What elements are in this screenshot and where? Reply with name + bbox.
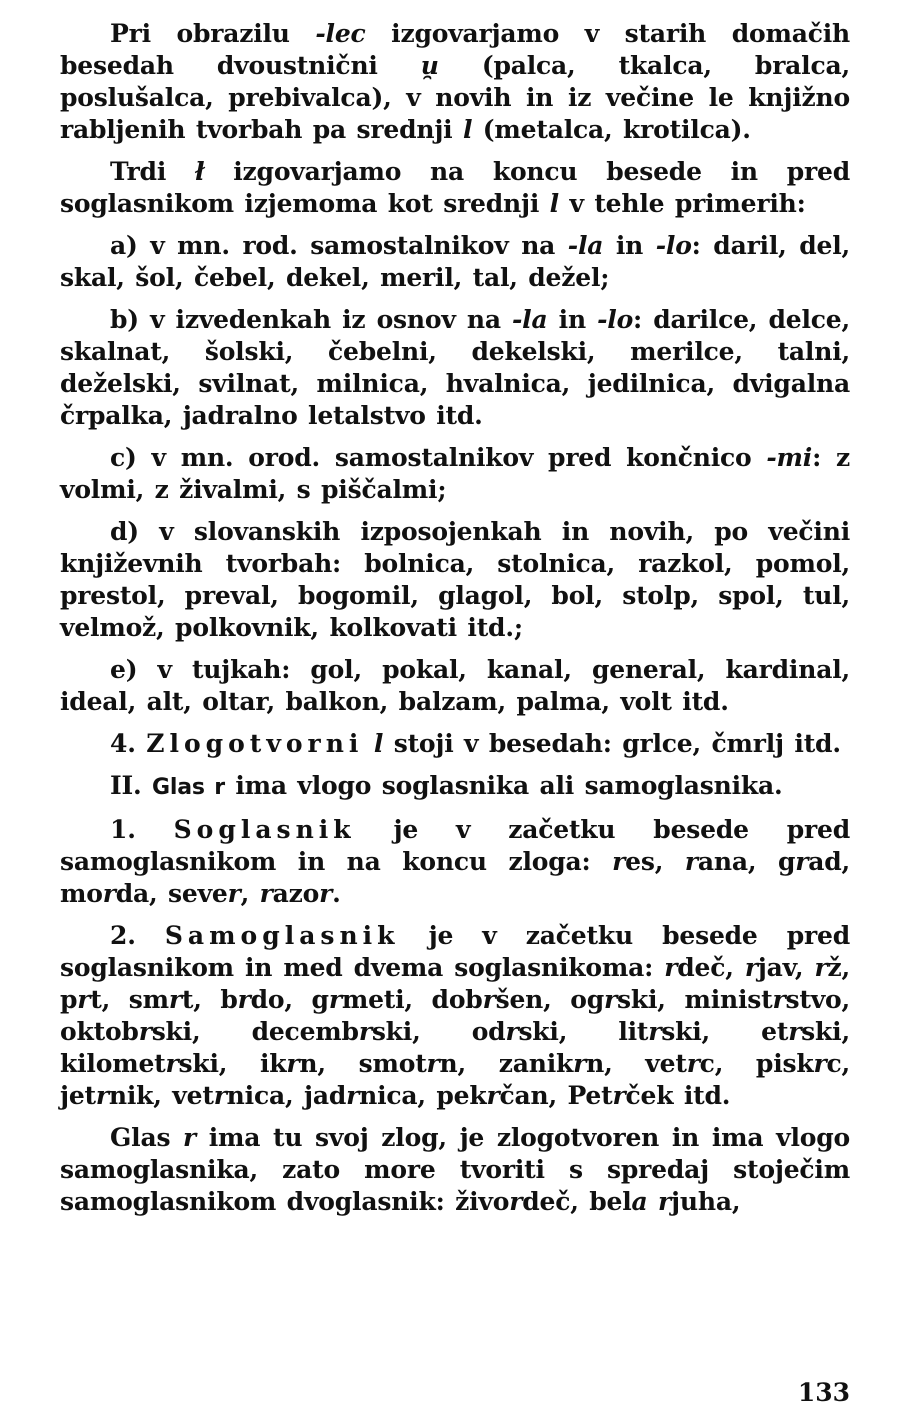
- text-segment: r: [286, 1049, 300, 1078]
- text-segment: meti, dob: [341, 985, 483, 1014]
- text-segment: r: [772, 985, 786, 1014]
- text-segment: r: [573, 1049, 587, 1078]
- text-segment: je v začetku besede pred soglasnikom in med dvema soglasnikoma:: [60, 921, 851, 982]
- text-segment: n, vet: [586, 1049, 687, 1078]
- text-segment: nica, jad: [226, 1081, 347, 1110]
- text-segment: r: [482, 985, 496, 1014]
- paragraph-trdi-l: Trdi ł izgovarjamo na koncu besede in pred soglasnikom izjemoma kot srednji l v tehle primerih:: [60, 157, 850, 218]
- text-segment: ski, decemb: [151, 1017, 359, 1046]
- section-heading-glas-r: II. Glas r ima vlogo soglasnika ali samoglasnika.: [110, 771, 783, 800]
- text-segment: r: [686, 1049, 700, 1078]
- list-item-a: a) v mn. rod. samostalnikov na -la in -lo: daril, del, skal, šol, čebel, dekel, meril, tal, dežel;: [60, 231, 851, 292]
- text-segment: r: [612, 1081, 626, 1110]
- text-segment: ski, et: [661, 1017, 789, 1046]
- text-segment: r: [505, 1017, 519, 1046]
- text-segment: r: [814, 953, 828, 982]
- text-segment: stvo, oktob: [60, 985, 851, 1046]
- text-segment: deč,: [677, 953, 745, 982]
- text-segment: ček itd.: [625, 1081, 731, 1110]
- text-segment: r: [648, 1017, 662, 1046]
- text-segment: r: [744, 953, 758, 982]
- paragraph-zlogotvorni-l: 4. Zlogotvorni l stoji v besedah: grlce, čmrlj itd.: [110, 729, 841, 758]
- text-segment: ski, od: [371, 1017, 506, 1046]
- text-segment: 2.: [110, 921, 165, 950]
- text-segment: t, b: [181, 985, 238, 1014]
- text-segment: r: [358, 1017, 372, 1046]
- text-segment: r: [95, 1081, 109, 1110]
- text-segment: čan, Pet: [499, 1081, 613, 1110]
- text-segment: nica, pek: [359, 1081, 487, 1110]
- text-segment: n, zanik: [439, 1049, 574, 1078]
- page-number: 133: [797, 1378, 850, 1407]
- text-segment: r: [77, 985, 91, 1014]
- text-segment: r: [165, 1049, 179, 1078]
- page-body: [60, 18, 850, 1228]
- text-segment: ž, p: [60, 953, 850, 1014]
- text-segment: r: [237, 985, 251, 1014]
- list-item-d: d) v slovanskih izposojenkah in novih, po večini književnih tvorbah: bolnica, stolnica, razkol, pomol, prestol, preval, bogomil, glagol, bol, stolp, spol, tul, velmož, polkovnik, kolkovati itd.;: [60, 517, 850, 642]
- list-item-e: e) v tujkah: gol, pokal, kanal, general, kardinal, ideal, alt, oltar, balkon, balzam, palma, volt itd.: [60, 655, 850, 716]
- text-segment: r: [426, 1049, 440, 1078]
- paragraph-soglasnik: 1. Soglasnik je v začetku besede pred samoglasnikom in na koncu zloga: res, rana, grad, morda, sever, razor.: [60, 815, 851, 908]
- text-segment: r: [213, 1081, 227, 1110]
- paragraph-lec: Pri obrazilu -lec izgovarjamo v starih domačih besedah dvoustnični u̯ (palca, tkalca, bralca, poslušalca, prebivalca), v novih in iz večine le knjižno rabljenih tvorbah pa srednji l (metalca, krotilca).: [60, 19, 851, 144]
- text-segment: ski, kilomet: [60, 1017, 850, 1078]
- text-segment: nik, vet: [108, 1081, 214, 1110]
- text-segment: do, g: [250, 985, 329, 1014]
- text-segment: r: [486, 1081, 500, 1110]
- text-segment: r: [346, 1081, 360, 1110]
- text-segment: c, jet: [60, 1049, 850, 1110]
- text-segment: ski, minist: [617, 985, 773, 1014]
- text-segment: r: [138, 1017, 152, 1046]
- text-segment: šen, og: [495, 985, 605, 1014]
- text-segment: r: [604, 985, 618, 1014]
- text-segment: jav,: [757, 953, 815, 982]
- text-segment: t, sm: [90, 985, 169, 1014]
- text-segment: ski, ik: [178, 1049, 287, 1078]
- paragraph-samoglasnik: [60, 920, 850, 1112]
- list-item-b: b) v izvedenkah iz osnov na -la in -lo: darilce, delce, skalnat, šolski, čebelni, dekelski, merilce, talni, deželski, svilnat, milnica, hvalnica, jedilnica, dvigalna črpalka, jadralno letalstvo itd.: [60, 305, 850, 430]
- text-segment: r: [664, 953, 678, 982]
- text-segment: r: [788, 1017, 802, 1046]
- text-segment: Samoglasnik: [164, 921, 400, 950]
- paragraph-glas-r-zlog: Glas r ima tu svoj zlog, je zlogotvoren in ima vlogo samoglasnika, zato more tvoriti s spredaj stoječim samoglasnikom dvoglasnik: živordeč, bela rjuha,: [60, 1123, 850, 1216]
- text-segment: ski, lit: [518, 1017, 649, 1046]
- list-item-c: c) v mn. orod. samostalnikov pred končnico -mi: z volmi, z živalmi, s piščalmi;: [60, 443, 850, 504]
- text-segment: r: [168, 985, 182, 1014]
- text-segment: r: [328, 985, 342, 1014]
- text-segment: r: [813, 1049, 827, 1078]
- text-segment: c, pisk: [699, 1049, 814, 1078]
- text-segment: n, smot: [299, 1049, 427, 1078]
